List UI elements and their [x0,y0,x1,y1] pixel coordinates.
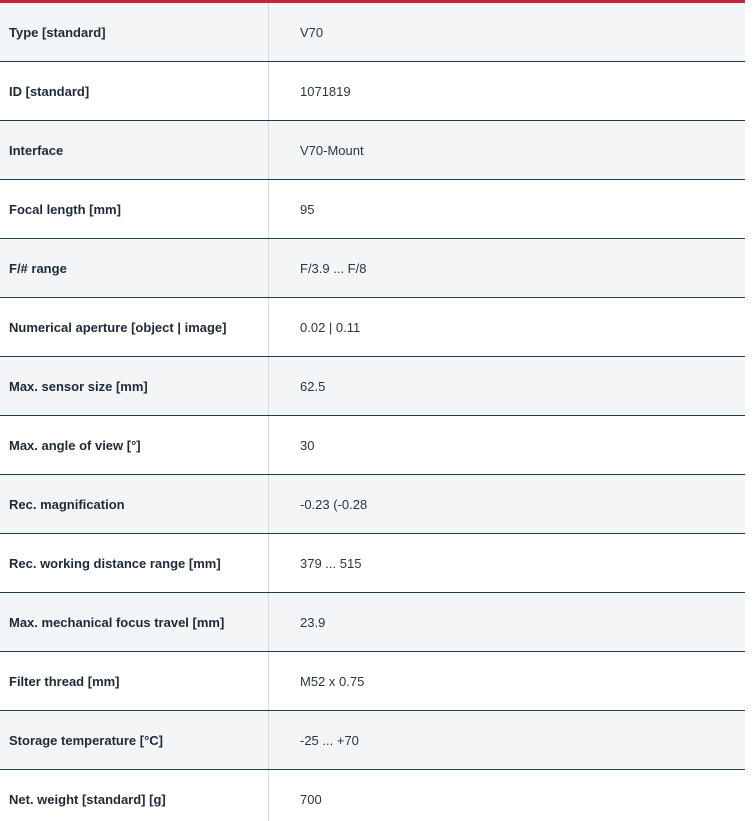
spec-label: Type [standard] [0,3,269,61]
spec-value: -25 ... +70 [300,732,359,748]
spec-row-filter-thread [0,652,745,711]
spec-label: Interface [0,121,269,179]
spec-row-numerical-aperture [0,298,745,357]
spec-label: Filter thread [mm] [0,652,269,710]
spec-row-angle-of-view [0,416,745,475]
spec-row-id [0,62,745,121]
spec-row-net-weight [0,770,745,821]
spec-row-storage-temperature [0,711,745,770]
spec-value: 379 ... 515 [300,555,362,571]
spec-value: 0.02 | 0.11 [300,319,361,335]
spec-value: V70 [300,24,324,40]
spec-value: 62.5 [300,378,326,394]
spec-label: Rec. working distance range [mm] [0,534,269,592]
spec-row-focus-travel [0,593,745,652]
spec-label: Rec. magnification [0,475,269,533]
spec-label: Max. angle of view [°] [0,416,269,474]
spec-value: F/3.9 ... F/8 [300,260,367,276]
spec-value: 1071819 [300,83,351,99]
spec-label: F/# range [0,239,269,297]
spec-value: -0.23 (-0.28 [300,496,368,512]
spec-row-interface [0,121,745,180]
spec-label: Max. sensor size [mm] [0,357,269,415]
spec-value: 700 [300,792,322,807]
spec-label: Numerical aperture [object | image] [0,298,269,356]
spec-value: 23.9 [300,614,326,630]
spec-label: Max. mechanical focus travel [mm] [0,593,269,651]
spec-label: Storage temperature [°C] [0,711,269,769]
spec-value: M52 x 0.75 [300,673,365,689]
spec-row-focal-length [0,180,745,239]
spec-row-working-distance [0,534,745,593]
spec-row-magnification [0,475,745,534]
spec-row-sensor-size [0,357,745,416]
spec-value: 95 [300,201,315,217]
spec-value: 30 [300,437,315,453]
spec-label: Net. weight [standard] [g] [0,770,269,821]
spec-value: V70-Mount [300,142,364,158]
spec-label: ID [standard] [0,62,269,120]
spec-row-f-range [0,239,745,298]
spec-label: Focal length [mm] [0,180,269,238]
spec-row-type [0,3,745,62]
